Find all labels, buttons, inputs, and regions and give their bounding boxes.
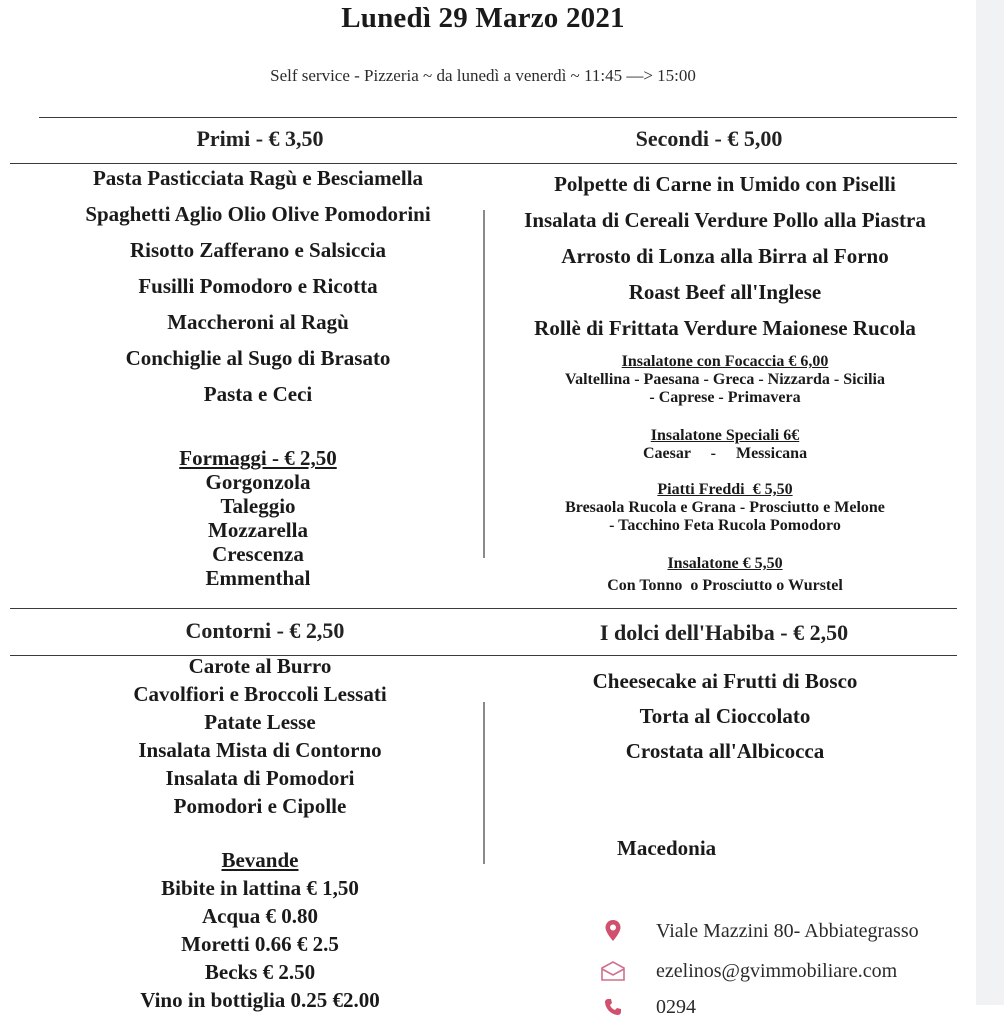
- page-title: Lunedì 29 Marzo 2021: [341, 2, 625, 34]
- map-pin-icon: [598, 918, 628, 944]
- menu-item: Pasta Pasticciata Ragù e Besciamella: [92, 166, 424, 190]
- menu-item: Rollè di Frittata Verdure Maionese Rucola: [534, 316, 916, 340]
- contact-block: [598, 916, 919, 1022]
- menu-item: Fusilli Pomodoro e Ricotta: [138, 274, 378, 298]
- menu-item: Risotto Zafferano e Salsiccia: [129, 238, 387, 262]
- primi-list: [10, 160, 506, 412]
- menu-item: Patate Lesse: [204, 710, 316, 734]
- envelope-icon: [598, 958, 628, 984]
- menu-item: Carote al Burro: [188, 654, 332, 678]
- menu-item: Cheesecake ai Frutti di Bosco: [592, 669, 858, 693]
- top-rule: [39, 117, 957, 118]
- menu-item: Acqua € 0.80: [201, 904, 319, 928]
- insalatone-focaccia-block: [486, 353, 964, 407]
- piatti-freddi-block: [486, 481, 964, 535]
- page-margin-strip: [976, 0, 1004, 1005]
- menu-item: Insalata di Pomodori: [165, 766, 355, 790]
- dolci-list: [486, 664, 964, 769]
- menu-item: Polpette di Carne in Umido con Piselli: [554, 172, 896, 196]
- piatti-freddi-line: - Tacchino Feta Rucola Pomodoro: [609, 517, 841, 534]
- menu-item: Bibite in lattina € 1,50: [161, 876, 359, 900]
- bevande-heading: Bevande: [221, 848, 299, 872]
- mid-rule: [10, 608, 957, 609]
- menu-item: Insalata di Cereali Verdure Pollo alla Piastra: [524, 208, 926, 232]
- menu-item: Pasta e Ceci: [203, 382, 313, 406]
- primi-heading: Primi - € 3,50: [196, 126, 324, 151]
- dolci-heading: I dolci dell'Habiba - € 2,50: [599, 620, 849, 645]
- menu-item: Insalata Mista di Contorno: [138, 738, 382, 762]
- formaggi-heading: Formaggi - € 2,50: [179, 446, 337, 470]
- insalatone-focaccia-heading: Insalatone con Focaccia € 6,00: [621, 353, 829, 370]
- insalatone-line: Con Tonno o Prosciutto o Wurstel: [607, 577, 843, 594]
- insalatone-speciali-line: Caesar - Messicana: [642, 445, 808, 462]
- menu-item: Mozzarella: [208, 518, 308, 542]
- contact-address-row: [598, 916, 919, 946]
- menu-item: Roast Beef all'Inglese: [628, 280, 822, 304]
- piatti-freddi-heading: Piatti Freddi € 5,50: [657, 481, 793, 498]
- insalatone-heading: Insalatone € 5,50: [667, 555, 783, 572]
- insalatone-focaccia-line: Valtellina - Paesana - Greca - Nizzarda - Sicilia: [565, 371, 885, 388]
- menu-item: Maccheroni al Ragù: [167, 310, 349, 334]
- service-hours-subtitle: Self service - Pizzeria ~ da lunedì a venerdì ~ 11:45 —> 15:00: [270, 66, 696, 85]
- contact-phone-row: [598, 992, 919, 1022]
- menu-item: Emmenthal: [205, 566, 311, 590]
- phone-icon: [598, 994, 628, 1020]
- contact-email-row: [598, 956, 919, 986]
- menu-item: Vino in bottiglia 0.25 €2.00: [140, 988, 380, 1012]
- insalatone-block: [486, 555, 964, 595]
- insalatone-speciali-heading: Insalatone Speciali 6€: [650, 427, 800, 444]
- menu-item: Pomodori e Cipolle: [173, 794, 347, 818]
- contact-phone[interactable]: 0294: [656, 995, 696, 1018]
- macedonia-item: Macedonia: [617, 836, 717, 860]
- piatti-freddi-line: Bresaola Rucola e Grana - Prosciutto e Melone: [565, 499, 885, 516]
- insalatone-focaccia-line: - Caprese - Primavera: [649, 389, 801, 406]
- contorni-heading: Contorni - € 2,50: [185, 618, 345, 643]
- menu-item: Becks € 2.50: [204, 960, 316, 984]
- menu-item: Torta al Cioccolato: [639, 704, 811, 728]
- menu-item: Crostata all'Albicocca: [625, 739, 825, 763]
- menu-item: Moretti 0.66 € 2.5: [181, 932, 339, 956]
- contact-email[interactable]: ezelinos@gvimmobiliare.com: [656, 959, 898, 982]
- menu-item: Arrosto di Lonza alla Birra al Forno: [561, 244, 889, 268]
- menu-item: Gorgonzola: [205, 470, 311, 494]
- insalatone-speciali-block: [486, 427, 964, 463]
- menu-item: Spaghetti Aglio Olio Olive Pomodorini: [85, 202, 431, 226]
- contact-address: Viale Mazzini 80- Abbiategrasso: [656, 919, 919, 942]
- formaggi-list: [58, 446, 458, 590]
- contorni-list: [10, 652, 510, 820]
- menu-item: Taleggio: [220, 494, 296, 518]
- menu-item: Cavolfiori e Broccoli Lessati: [133, 682, 387, 706]
- secondi-heading: Secondi - € 5,00: [635, 126, 783, 151]
- bevande-list: [10, 846, 510, 1014]
- menu-item: Conchiglie al Sugo di Brasato: [125, 346, 391, 370]
- secondi-list: [486, 166, 964, 346]
- menu-item: Crescenza: [212, 542, 304, 566]
